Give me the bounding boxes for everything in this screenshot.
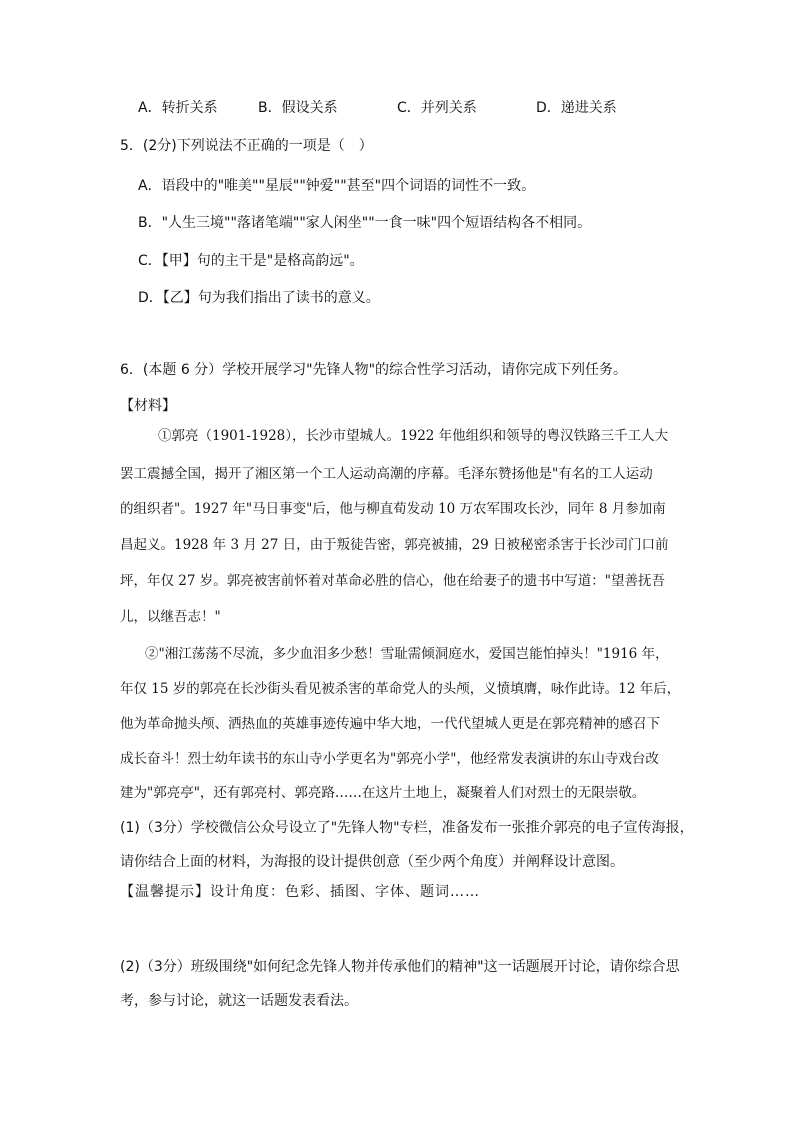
sub-question-2-cont: 考，参与讨论，就这一话题发表看法。 bbox=[120, 993, 358, 1009]
material-1-line: 儿，以继吾志！" bbox=[120, 609, 221, 625]
q5-stem: 5．(2分)下列说法不正确的一项是（ ） bbox=[120, 138, 373, 154]
material-1-line: 坪，年仅 27 岁。郭亮被害前怀着对革命必胜的信心，他在给妻子的遗书中写道："望善抚吾 bbox=[120, 573, 665, 589]
q4-option-a: A．转折关系 bbox=[138, 100, 218, 116]
material-2-line: 年仅 15 岁的郭亮在长沙街头看见被杀害的革命党人的头颅，义愤填膺，咏作此诗。12 年后， bbox=[120, 681, 681, 697]
material-2-line: 成长奋斗！烈士幼年读书的东山寺小学更名为"郭亮小学"，他经常发表演讲的东山寺戏台改 bbox=[120, 751, 659, 767]
q4-option-d: D．递进关系 bbox=[536, 100, 617, 116]
q5-option-b: B．"人生三境""落诸笔端""家人闲坐""一食一味"四个短语结构各不相同。 bbox=[138, 215, 592, 231]
design-hint: 【温馨提示】设计角度：色彩、插图、字体、题词…… bbox=[120, 884, 480, 900]
q4-option-b: B．假设关系 bbox=[258, 100, 338, 116]
sub-question-1-cont: 请你结合上面的材料，为海报的设计提供创意（至少两个角度）并阐释设计意图。 bbox=[120, 854, 624, 870]
material-1-line: 的组织者"。1927 年"马日事变"后，他与柳直荀发动 10 万农军围攻长沙，同年 8 月参加南 bbox=[120, 501, 666, 517]
material-1-line: 昌起义。1928 年 3 月 27 日，由于叛徒告密，郭亮被捕，29 日被秘密杀害于长沙司门口前 bbox=[120, 537, 669, 553]
q6-stem: 6．(本题 6 分）学校开展学习"先锋人物"的综合性学习活动，请你完成下列任务。 bbox=[120, 362, 628, 378]
material-2-line: 建为"郭亮亭"，还有郭亮村、郭亮路……在这片土地上，凝聚着人们对烈士的无限崇敬。 bbox=[120, 785, 646, 801]
q5-option-c: C．【甲】句的主干是"是格高韵远"。 bbox=[138, 253, 364, 269]
material-1-line: ①郭亮（1901-1928），长沙市望城人。1922 年他组织和领导的粤汉铁路三千工人大 bbox=[158, 428, 669, 444]
sub-question-2: (2)（3分）班级围绕"如何纪念先锋人物并传承他们的精神"这一话题展开讨论，请你综合思 bbox=[120, 959, 680, 975]
material-heading: 【材料】 bbox=[120, 398, 176, 414]
q4-option-c: C．并列关系 bbox=[397, 100, 477, 116]
q5-option-a: A．语段中的"唯美""星辰""钟爱""甚至"四个词语的词性不一致。 bbox=[138, 178, 536, 194]
material-2-line: ②"湘江荡荡不尽流，多少血泪多少愁！雪耻需倾洞庭水，爱国岂能怕掉头！"1916 年， bbox=[145, 646, 669, 662]
q5-option-d: D．【乙】句为我们指出了读书的意义。 bbox=[138, 290, 380, 306]
material-2-line: 他为革命抛头颅、洒热血的英雄事迹传遍中华大地，一代代望城人更是在郭亮精神的感召下 bbox=[120, 716, 660, 732]
sub-question-1: (1)（3分）学校微信公众号设立了"先锋人物"专栏，准备发布一张推介郭亮的电子宣传海报， bbox=[120, 820, 694, 836]
material-1-line: 罢工震撼全国，揭开了湘区第一个工人运动高潮的序幕。毛泽东赞扬他是"有名的工人运动 bbox=[120, 466, 653, 482]
